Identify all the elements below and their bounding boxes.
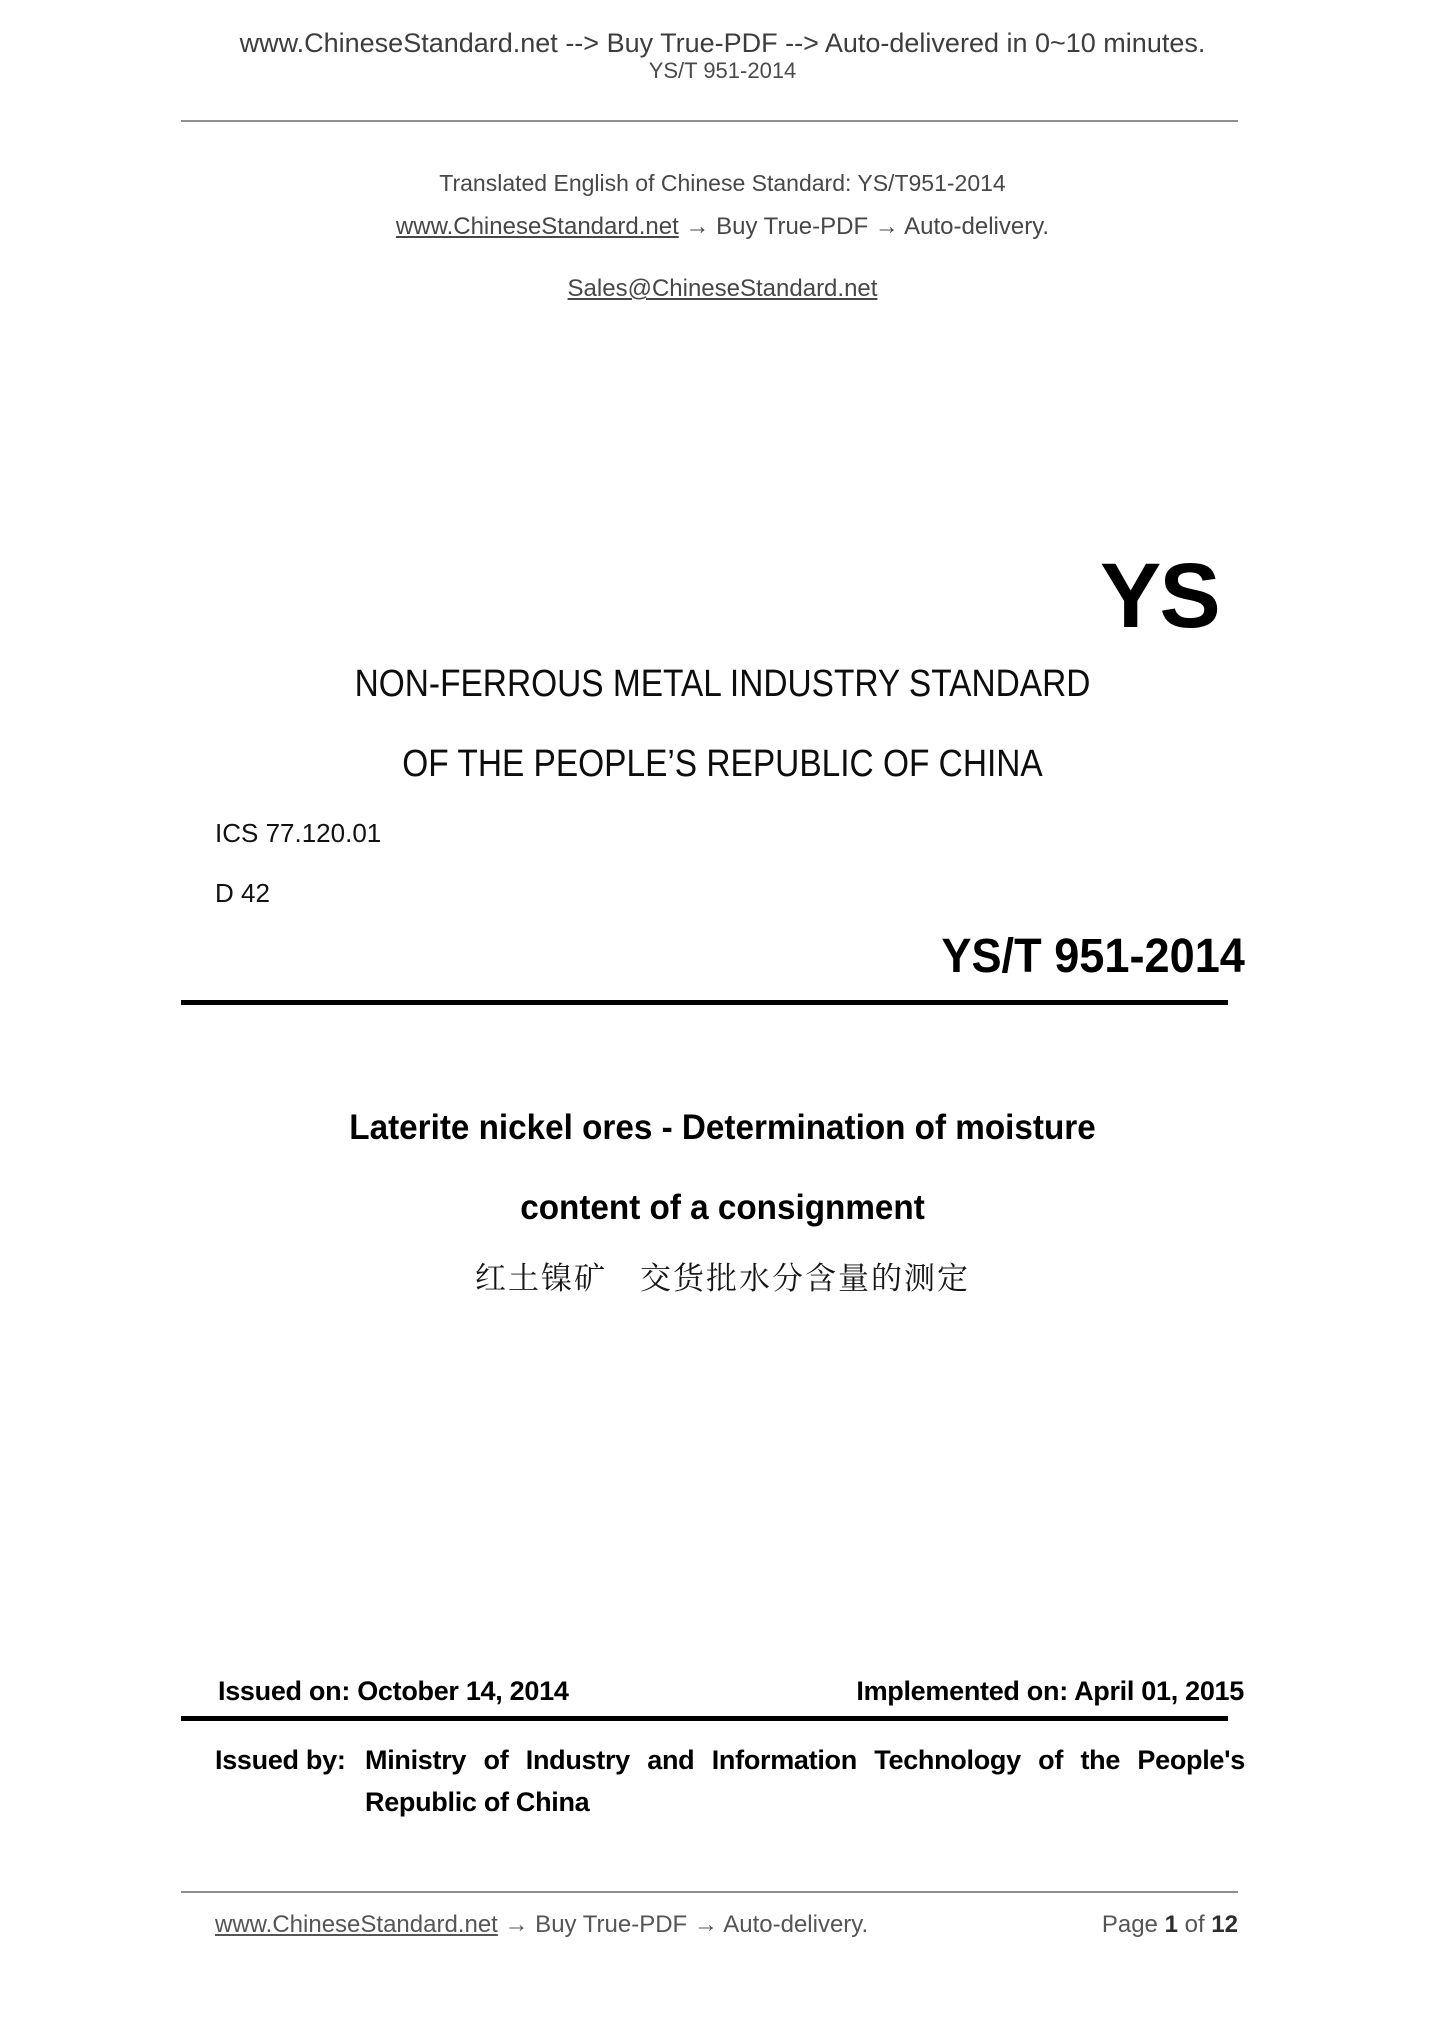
issued-by-label: Issued by: [215,1745,346,1775]
standard-number: YS/T 951-2014 [941,930,1245,983]
issued-on-date: Issued on: October 14, 2014 [218,1676,569,1706]
footer-divider [181,1891,1238,1893]
standard-number-rule [181,1000,1228,1005]
issued-by-block [215,1740,1245,1824]
header-doc-code: YS/T 951-2014 [648,58,797,83]
title-english-line1: Laterite nickel ores - Determination of moisture [349,1108,1096,1147]
title-english-line2: content of a consignment [520,1188,925,1227]
implemented-on-date: Implemented on: April 01, 2015 [856,1676,1244,1706]
header-banner: www.ChineseStandard.net --> Buy True-PDF --> Auto-delivered in 0~10 minutes. [239,28,1206,58]
footer-row [215,1913,1238,1937]
org-heading-line1: NON-FERROUS METAL INDUSTRY STANDARD [354,663,1091,705]
footer-site-line [215,1913,868,1937]
footer-site-rest: → Buy True-PDF → Auto-delivery. [497,1911,869,1938]
doc-class-code: D 42 [215,878,270,908]
org-heading-line2: OF THE PEOPLE’S REPUBLIC OF CHINA [402,743,1043,785]
dates-rule [181,1716,1228,1721]
ics-code: ICS 77.120.01 [215,818,382,848]
page-current: 1 [1164,1911,1178,1938]
ys-logo: YS [1100,545,1219,647]
page-of-label: of [1184,1911,1205,1938]
header-divider [181,120,1238,122]
email-line [0,277,1445,301]
page-total: 12 [1211,1911,1238,1938]
issued-by-value: Ministry of Industry and Information Technology of the People's Republic of China [365,1745,1245,1817]
page-indicator [1102,1913,1238,1937]
page-label: Page [1101,1911,1158,1938]
site-line-rest: → Buy True-PDF → Auto-delivery. [678,213,1050,240]
site-link[interactable]: www.ChineseStandard.net [395,213,679,240]
title-chinese: 红土镍矿 交货批水分含量的测定 [475,1261,970,1296]
sales-email-link[interactable]: Sales@ChineseStandard.net [567,275,878,302]
translated-note: Translated English of Chinese Standard: YS/T951-2014 [439,170,1006,196]
footer-site-link[interactable]: www.ChineseStandard.net [215,1911,498,1938]
dates-row [218,1678,1244,1705]
site-line [0,215,1445,239]
